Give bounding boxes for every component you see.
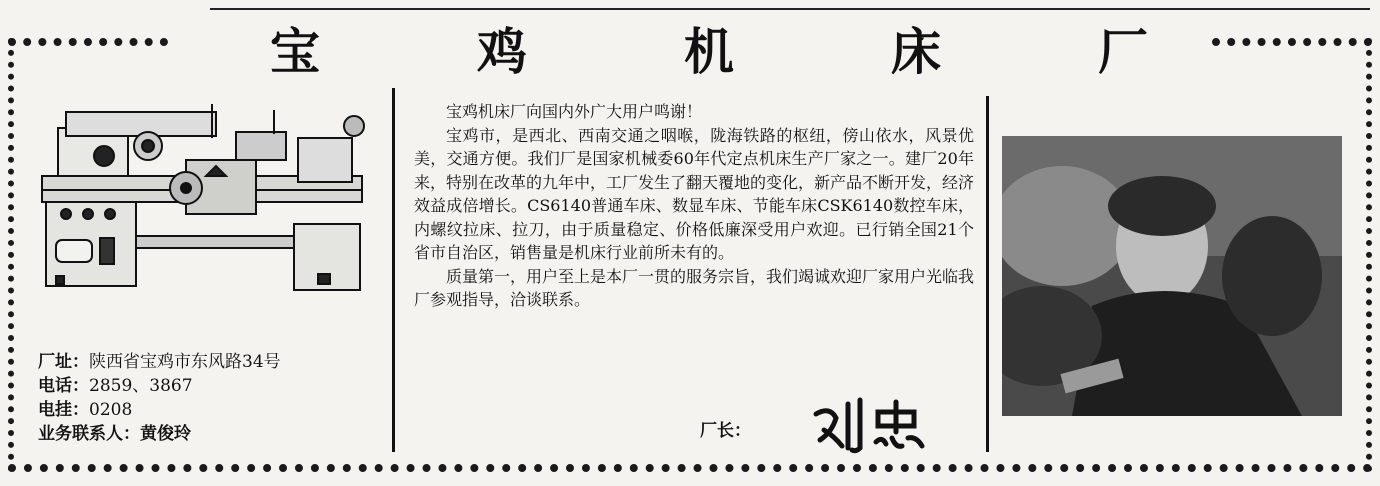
phone-value: 2859、3867	[89, 376, 193, 396]
title-char: 机	[684, 23, 736, 81]
title-char: 床	[891, 23, 943, 81]
telegram-label: 电挂：	[38, 400, 89, 420]
body-paragraph: 宝鸡机床厂向国内外广大用户鸣谢！	[446, 102, 703, 121]
ad-body-text	[414, 100, 974, 312]
director-signature	[808, 396, 938, 454]
address-row	[38, 350, 388, 374]
lathe-illustration	[36, 98, 378, 296]
column-divider	[986, 96, 989, 452]
ad-title	[270, 18, 1150, 81]
contact-person-value: 黄俊玲	[140, 424, 191, 444]
body-paragraph: 宝鸡市，是西北、西南交通之咽喉，陇海铁路的枢纽，傍山依水，风景优美，交通方便。我们厂是国家机械委60年代定点机床生产厂家之一。建厂20年来，特别在改革的九年中，工厂发生了翻天覆地的变化，新产品不断开发，经济效益成倍增长。CS6140普通车床、数显车床、节能车床CSK6140数控车床，内螺纹拉床、拉刀，由于质量稳定、价格低廉深受用户欢迎。已行销全国21个省市自治区，销售量是机床行业前所未有的。	[414, 125, 975, 262]
phone-label: 电话：	[38, 376, 89, 396]
telegram-value: 0208	[89, 400, 133, 420]
address-label: 厂址：	[38, 352, 89, 372]
address-value: 陕西省宝鸡市东风路34号	[89, 352, 281, 372]
telegram-row	[38, 398, 388, 422]
column-divider	[392, 88, 395, 452]
top-rule	[210, 8, 1370, 10]
contact-person-row	[38, 422, 388, 446]
contact-person-label: 业务联系人：	[38, 424, 140, 444]
contact-info	[38, 350, 388, 446]
title-char: 厂	[1098, 23, 1150, 81]
director-photo	[1002, 136, 1342, 416]
body-paragraph: 质量第一，用户至上是本厂一贯的服务宗旨，我们竭诚欢迎厂家用户光临我厂参观指导，洽谈联系。	[414, 266, 975, 309]
title-char: 鸡	[477, 23, 529, 81]
title-char: 宝	[270, 23, 322, 81]
phone-row	[38, 374, 388, 398]
director-label: 厂长：	[700, 421, 751, 441]
